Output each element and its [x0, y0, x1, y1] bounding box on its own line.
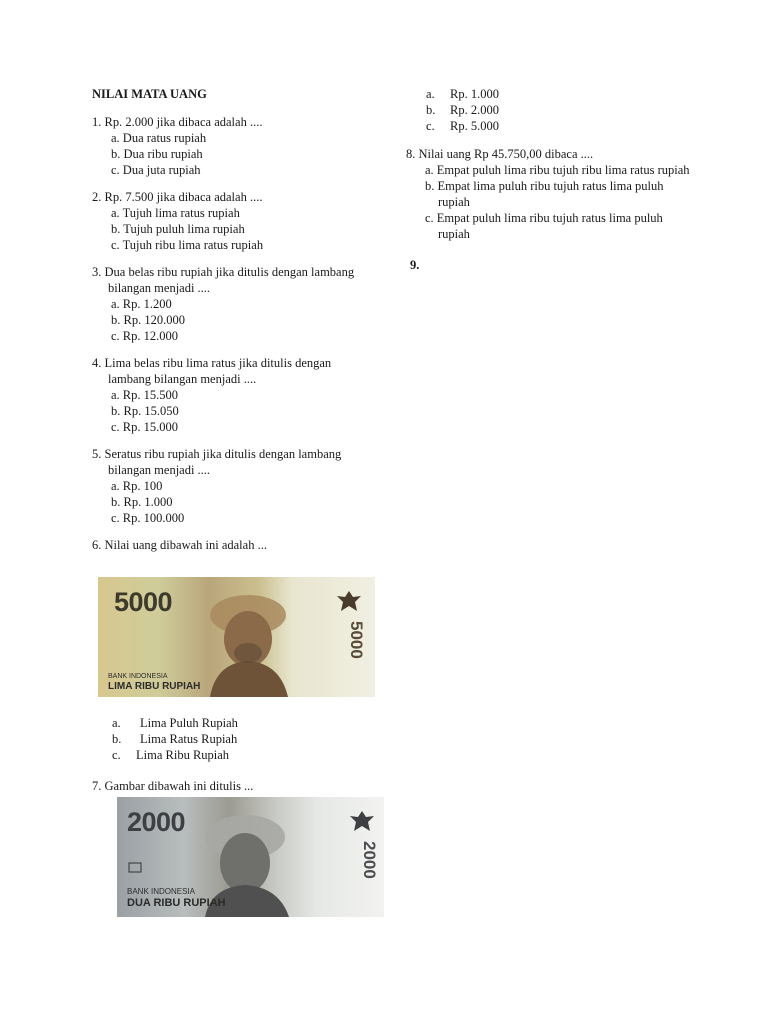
garuda-emblem-icon [347, 807, 377, 837]
question-stem: 8. Nilai uang Rp 45.750,00 dibaca .... [406, 147, 594, 161]
option-b: b. Rp. 120.000 [111, 313, 185, 327]
option-text: Lima Ratus Rupiah [140, 732, 238, 746]
question-6-options [92, 716, 392, 763]
page-title: NILAI MATA UANG [92, 87, 207, 101]
option-letter: a. [112, 716, 121, 730]
question-6 [92, 537, 392, 553]
option-a: a. Dua ratus rupiah [111, 131, 207, 145]
option-c: c. Rp. 100.000 [111, 511, 185, 525]
option-c [406, 118, 706, 134]
option-a [92, 716, 392, 731]
option-c: c. Empat puluh lima ribu tujuh ratus lima puluh rupiah [425, 211, 663, 241]
banknote-value-vertical: 5000 [347, 621, 366, 659]
option-text: Rp. 2.000 [450, 103, 499, 117]
banknote-value: 2000 [127, 807, 186, 837]
question-stem: 1. Rp. 2.000 jika dibaca adalah .... [92, 115, 263, 129]
option-a [406, 86, 706, 102]
question-2 [92, 189, 392, 253]
question-stem: 3. Dua belas ribu rupiah jika ditulis dengan lambang bilangan menjadi .... [92, 265, 355, 295]
option-letter: c. [112, 748, 121, 762]
question-1 [92, 114, 392, 178]
banknote-value-vertical: 2000 [360, 841, 379, 879]
option-b: b. Dua ribu rupiah [111, 147, 203, 161]
question-stem: 9. [410, 258, 420, 272]
option-c: c. Rp. 15.000 [111, 420, 179, 434]
question-stem: 7. Gambar dibawah ini ditulis ... [92, 779, 254, 793]
left-column [92, 86, 392, 564]
question-stem: 4. Lima belas ribu lima ratus jika ditulis dengan lambang bilangan menjadi .... [92, 356, 332, 386]
option-text: Lima Puluh Rupiah [140, 716, 238, 730]
option-text: Rp. 1.000 [450, 87, 499, 101]
bank-name: BANK INDONESIA [108, 673, 168, 680]
option-a: a. Rp. 15.500 [111, 388, 179, 402]
question-stem: 6. Nilai uang dibawah ini adalah ... [92, 538, 267, 552]
option-text: Rp. 5.000 [450, 119, 499, 133]
option-b: b. Rp. 15.050 [111, 404, 179, 418]
option-letter: c. [426, 119, 435, 133]
option-a: a. Tujuh lima ratus rupiah [111, 206, 240, 220]
banknote-words: DUA RIBU RUPIAH [127, 897, 226, 909]
question-9 [406, 258, 706, 273]
question-4 [92, 355, 392, 435]
banknote-value: 5000 [114, 587, 173, 617]
question-stem: 2. Rp. 7.500 jika dibaca adalah .... [92, 190, 263, 204]
bank-name: BANK INDONESIA [127, 887, 196, 896]
option-letter: a. [426, 87, 435, 101]
option-b [406, 102, 706, 118]
banknote-2000-image [117, 797, 384, 917]
garuda-emblem-icon [334, 587, 364, 617]
question-3 [92, 264, 392, 344]
option-c: c. Dua juta rupiah [111, 163, 201, 177]
option-c: c. Rp. 12.000 [111, 329, 179, 343]
question-7-stem [92, 778, 392, 794]
option-a: a. Empat puluh lima ribu tujuh ribu lima ratus rupiah [425, 163, 690, 177]
question-8 [406, 146, 706, 242]
question-7-options [406, 86, 706, 134]
option-b [92, 731, 392, 747]
banknote-words: LIMA RIBU RUPIAH [108, 681, 201, 692]
option-c: c. Tujuh ribu lima ratus rupiah [111, 238, 264, 252]
option-letter: b. [426, 103, 436, 117]
question-stem: 5. Seratus ribu rupiah jika ditulis dengan lambang bilangan menjadi .... [92, 447, 342, 477]
option-b: b. Rp. 1.000 [111, 495, 173, 509]
option-c [92, 747, 392, 763]
question-5 [92, 446, 392, 526]
option-letter: b. [112, 732, 122, 746]
right-column [406, 86, 706, 284]
option-b: b. Tujuh puluh lima rupiah [111, 222, 245, 236]
banknote-5000-image [98, 577, 375, 697]
option-a: a. Rp. 100 [111, 479, 163, 493]
option-text: Lima Ribu Rupiah [136, 748, 230, 762]
option-b: b. Empat lima puluh ribu tujuh ratus lima puluh rupiah [425, 179, 664, 209]
option-a: a. Rp. 1.200 [111, 297, 172, 311]
